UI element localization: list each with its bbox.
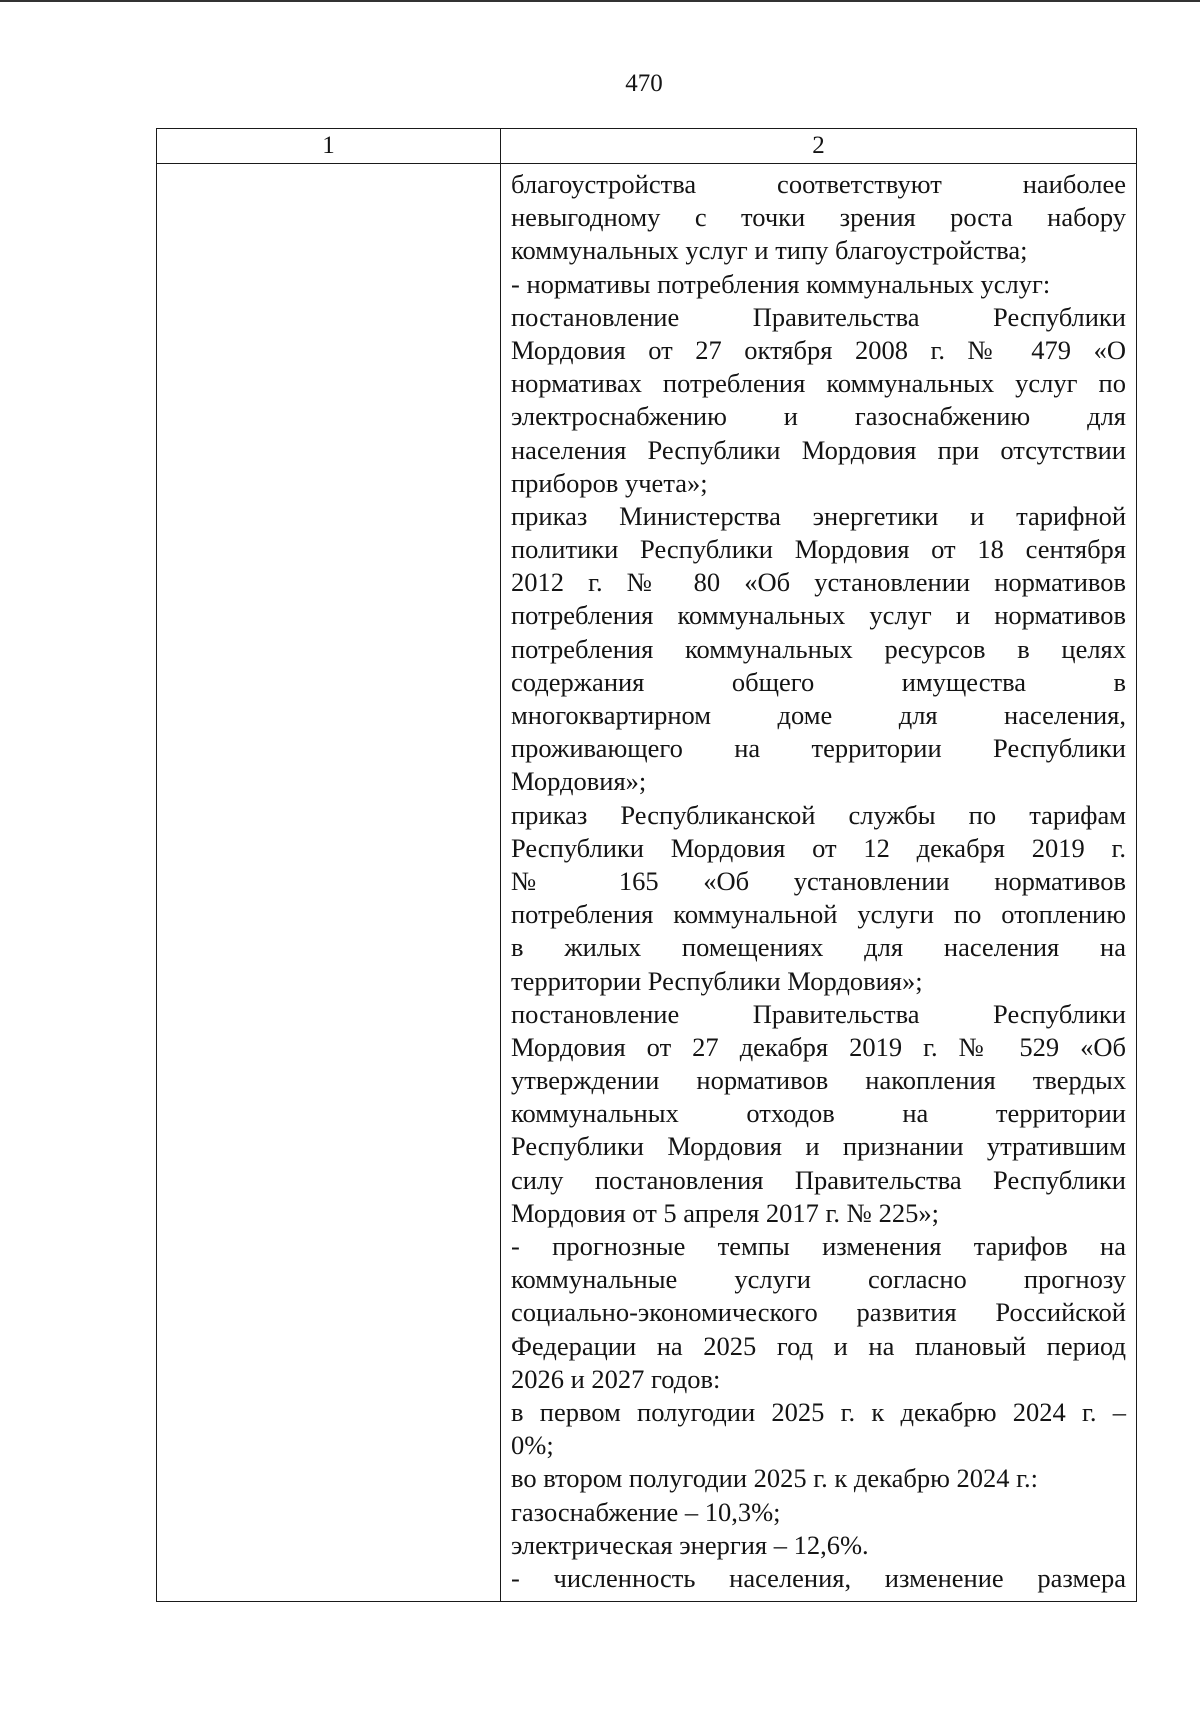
document-table bbox=[156, 128, 1137, 1602]
text-line: приказ Министерства энергетики и тарифной bbox=[511, 500, 1126, 531]
text-line: содержания общего имущества в bbox=[511, 666, 1126, 697]
text-line: коммунальных услуг и типу благоустройства; bbox=[511, 235, 1028, 266]
text-line: многоквартирном доме для населения, bbox=[511, 700, 1126, 730]
text-line: невыгодному с точки зрения роста набору bbox=[511, 202, 1126, 233]
table-cell-column-2 bbox=[501, 164, 1137, 1602]
text-line: - нормативы потребления коммунальных услуг: bbox=[511, 268, 1051, 299]
text-line: во втором полугодии 2025 г. к декабрю 2024 г.: bbox=[511, 1463, 1039, 1494]
table-header-row bbox=[157, 129, 1137, 164]
column-header-1: 1 bbox=[157, 129, 501, 164]
table-cell-column-1 bbox=[157, 164, 501, 1602]
cell-text-block bbox=[511, 168, 1126, 1595]
text-line: постановление Правительства Республики bbox=[511, 998, 1126, 1029]
text-line: коммунальные услуги согласно прогнозу bbox=[511, 1264, 1126, 1295]
text-line: 0%; bbox=[511, 1430, 554, 1461]
text-line: благоустройства соответствуют наиболее bbox=[511, 169, 1126, 199]
column-header-2: 2 bbox=[501, 129, 1137, 164]
text-line: Республики Мордовия и признании утратившим bbox=[511, 1131, 1126, 1162]
text-line: Мордовия»; bbox=[511, 766, 647, 797]
text-line: политики Республики Мордовия от 18 сентября bbox=[511, 534, 1126, 565]
text-line: газоснабжение – 10,3%; bbox=[511, 1496, 781, 1527]
text-line: нормативах потребления коммунальных услуг по bbox=[511, 368, 1126, 399]
table-row bbox=[157, 164, 1137, 1602]
page-number: 470 bbox=[625, 70, 663, 97]
scan-edge-line bbox=[0, 0, 1200, 2]
text-line: утверждении нормативов накопления твердых bbox=[511, 1065, 1126, 1096]
text-line: приборов учета»; bbox=[511, 467, 708, 498]
text-line: социально-экономического развития Российской bbox=[511, 1297, 1126, 1328]
text-line: в жилых помещениях для населения на bbox=[511, 932, 1126, 963]
text-line: проживающего на территории Республики bbox=[511, 733, 1126, 764]
text-line: 2026 и 2027 годов: bbox=[511, 1363, 721, 1394]
text-line: приказ Республиканской службы по тарифам bbox=[511, 799, 1126, 830]
text-line: Республики Мордовия от 12 декабря 2019 г. bbox=[511, 832, 1126, 863]
text-line: потребления коммунальной услуги по отоплению bbox=[511, 899, 1126, 930]
text-line: - численность населения, изменение размера bbox=[511, 1562, 1126, 1593]
text-line: - прогнозные темпы изменения тарифов на bbox=[511, 1231, 1126, 1261]
text-line: Федерации на 2025 год и на плановый период bbox=[511, 1330, 1126, 1361]
text-line: Мордовия от 27 декабря 2019 г. № 529 «Об bbox=[511, 1031, 1126, 1062]
text-line: силу постановления Правительства Республики bbox=[511, 1164, 1126, 1195]
text-line: Мордовия от 27 октября 2008 г. № 479 «О bbox=[511, 334, 1126, 365]
text-line: потребления коммунальных услуг и нормативов bbox=[511, 600, 1126, 631]
text-line: потребления коммунальных ресурсов в целях bbox=[511, 633, 1126, 664]
text-line: 2012 г. № 80 «Об установлении нормативов bbox=[511, 567, 1126, 598]
text-line: в первом полугодии 2025 г. к декабрю 2024 г. – bbox=[511, 1396, 1126, 1427]
text-line: электрическая энергия – 12,6%. bbox=[511, 1529, 869, 1560]
text-line: электроснабжению и газоснабжению для bbox=[511, 401, 1126, 432]
text-line: населения Республики Мордовия при отсутствии bbox=[511, 434, 1126, 465]
text-line: территории Республики Мордовия»; bbox=[511, 965, 923, 996]
text-line: № 165 «Об установлении нормативов bbox=[511, 865, 1126, 896]
text-line: коммунальных отходов на территории bbox=[511, 1098, 1126, 1129]
text-line: постановление Правительства Республики bbox=[511, 301, 1126, 332]
text-line: Мордовия от 5 апреля 2017 г. № 225»; bbox=[511, 1197, 939, 1228]
